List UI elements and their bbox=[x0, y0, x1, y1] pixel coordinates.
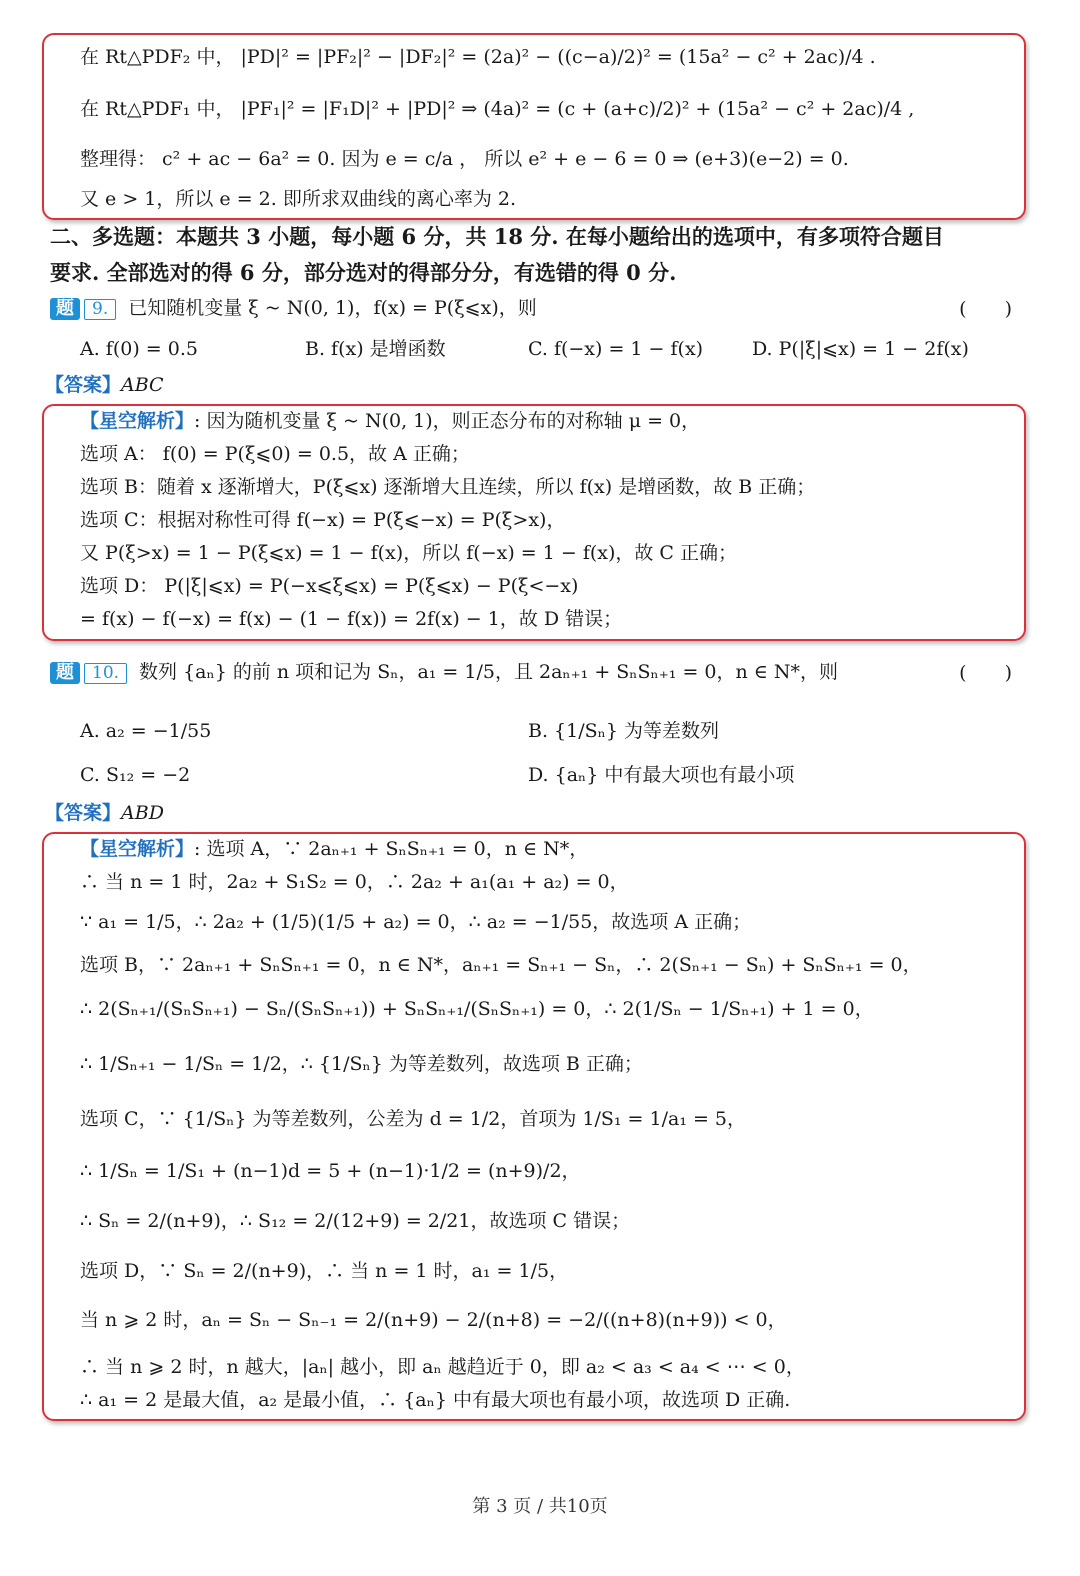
box2-line-1: 【星空解析】: 因为随机变量 ξ ~ N(0, 1)，则正态分布的对称轴 μ = 0， bbox=[80, 410, 701, 432]
answer-label: 【答案】 bbox=[45, 802, 122, 824]
section-heading-line-2: 要求. 全部选对的得 6 分，部分选对的得部分分，有选错的得 0 分. bbox=[50, 260, 677, 285]
box3-line-12: ∴ 当 n ⩾ 2 时，n 越大，|aₙ| 越小，即 aₙ 越趋近于 0，即 a₂ < a₃ < a₄ < ⋯ < 0， bbox=[80, 1356, 805, 1378]
option-a: A. a₂ = −1/55 bbox=[80, 720, 212, 742]
box1-line-2: 在 Rt△PDF₁ 中， |PF₁|² = |F₁D|² + |PD|² ⇒ (4a)² = (c + (a+c)/2)² + (15a² − c² + 2ac)/4 , bbox=[80, 98, 915, 120]
box2-line-4: 选项 C：根据对称性可得 f(−x) = P(ξ⩽−x) = P(ξ>x)， bbox=[80, 509, 566, 531]
question-tag: 题 bbox=[50, 298, 80, 320]
option-d: D. {aₙ} 中有最大项也有最小项 bbox=[528, 764, 795, 786]
question-text: 数列 {aₙ} 的前 n 项和记为 Sₙ，a₁ = 1/5，且 2aₙ₊₁ + SₙSₙ₊₁ = 0，n ∈ N*，则 bbox=[139, 661, 838, 683]
box1-line-3: 整理得： c² + ac − 6a² = 0. 因为 e = c/a ， 所以 e² + e − 6 = 0 ⇒ (e+3)(e−2) = 0. bbox=[80, 148, 849, 170]
option-c: C. f(−x) = 1 − f(x) bbox=[528, 338, 704, 360]
box2-line-3: 选项 B：随着 x 逐渐增大，P(ξ⩽x) 逐渐增大且连续，所以 f(x) 是增函数，故 B 正确； bbox=[80, 476, 816, 498]
option-a: A. f(0) = 0.5 bbox=[80, 338, 198, 360]
box3-line-9: ∴ Sₙ = 2/(n+9)，∴ S₁₂ = 2/(12+9) = 2/21，故选项 C 错误； bbox=[80, 1210, 631, 1232]
answer-value: ABD bbox=[121, 802, 164, 824]
question-number: 9. bbox=[84, 299, 116, 320]
option-b: B. f(x) 是增函数 bbox=[305, 338, 446, 360]
page-footer: 第 3 页 / 共10页 bbox=[472, 1496, 608, 1517]
answer-line bbox=[45, 804, 164, 823]
box3-line-5: ∴ 2(Sₙ₊₁/(SₙSₙ₊₁) − Sₙ/(SₙSₙ₊₁)) + SₙSₙ₊₁/(SₙSₙ₊₁) = 0，∴ 2(1/Sₙ − 1/Sₙ₊₁) + 1 = 0， bbox=[80, 998, 874, 1020]
question-text: 已知随机变量 ξ ~ N(0, 1)，f(x) = P(ξ⩽x)，则 bbox=[128, 297, 537, 319]
question-number: 10. bbox=[84, 663, 127, 684]
box1-line-1: 在 Rt△PDF₂ 中， |PD|² = |PF₂|² − |DF₂|² = (2a)² − ((c−a)/2)² = (15a² − c² + 2ac)/4 . bbox=[80, 46, 876, 68]
option-c: C. S₁₂ = −2 bbox=[80, 764, 191, 786]
answer-value: ABC bbox=[121, 374, 164, 396]
answer-label: 【答案】 bbox=[45, 374, 122, 396]
box3-line-13: ∴ a₁ = 2 是最大值，a₂ 是最小值，∴ {aₙ} 中有最大项也有最小项，故选项 D 正确. bbox=[80, 1389, 791, 1411]
box3-line-3: ∵ a₁ = 1/5，∴ 2a₂ + (1/5)(1/5 + a₂) = 0，∴ a₂ = −1/55，故选项 A 正确； bbox=[80, 911, 752, 933]
option-d: D. P(|ξ|⩽x) = 1 − 2f(x) bbox=[752, 338, 969, 360]
answer-parentheses: ( ) bbox=[959, 662, 1012, 684]
box2-line-7: = f(x) − f(−x) = f(x) − (1 − f(x)) = 2f(x) − 1，故 D 错误； bbox=[80, 608, 623, 630]
box3-line-11: 当 n ⩾ 2 时，aₙ = Sₙ − Sₙ₋₁ = 2/(n+9) − 2/(n+8) = −2/((n+8)(n+9)) < 0， bbox=[80, 1309, 787, 1331]
question-tag: 题 bbox=[50, 662, 80, 684]
box1-line-4: 又 e > 1，所以 e = 2. 即所求双曲线的离心率为 2. bbox=[80, 188, 516, 210]
question-9 bbox=[50, 298, 537, 320]
analysis-label: 【星空解析】 bbox=[80, 410, 195, 432]
box3-line-10: 选项 D，∵ Sₙ = 2/(n+9)，∴ 当 n = 1 时，a₁ = 1/5， bbox=[80, 1260, 569, 1282]
box2-line-6: 选项 D： P(|ξ|⩽x) = P(−x⩽ξ⩽x) = P(ξ⩽x) − P(ξ<−x) bbox=[80, 575, 579, 597]
analysis-label: 【星空解析】 bbox=[80, 838, 195, 860]
box3-line-2: ∴ 当 n = 1 时，2a₂ + S₁S₂ = 0，∴ 2a₂ + a₁(a₁ + a₂) = 0， bbox=[80, 871, 629, 893]
box3-line-6: ∴ 1/Sₙ₊₁ − 1/Sₙ = 1/2，∴ {1/Sₙ} 为等差数列，故选项 B 正确； bbox=[80, 1053, 643, 1075]
box2-line-2: 选项 A： f(0) = P(ξ⩽0) = 0.5，故 A 正确； bbox=[80, 443, 470, 465]
box3-line-8: ∴ 1/Sₙ = 1/S₁ + (n−1)d = 5 + (n−1)·1/2 = (n+9)/2， bbox=[80, 1160, 581, 1182]
box2-line-5: 又 P(ξ>x) = 1 − P(ξ⩽x) = 1 − f(x)，所以 f(−x) = 1 − f(x)，故 C 正确； bbox=[80, 542, 738, 564]
question-10 bbox=[50, 662, 838, 684]
section-heading-line-1: 二、多选题：本题共 3 小题，每小题 6 分，共 18 分. 在每小题给出的选项中，有多项符合题目 bbox=[50, 224, 944, 249]
box3-line-7: 选项 C，∵ {1/Sₙ} 为等差数列，公差为 d = 1/2，首项为 1/S₁ = 1/a₁ = 5， bbox=[80, 1108, 747, 1130]
answer-line bbox=[45, 376, 164, 395]
option-b: B. {1/Sₙ} 为等差数列 bbox=[528, 720, 719, 742]
box3-line-4: 选项 B，∵ 2aₙ₊₁ + SₙSₙ₊₁ = 0，n ∈ N*，aₙ₊₁ = Sₙ₊₁ − Sₙ，∴ 2(Sₙ₊₁ − Sₙ) + SₙSₙ₊₁ = 0， bbox=[80, 954, 922, 976]
answer-parentheses: ( ) bbox=[959, 298, 1012, 320]
box3-line-1: 【星空解析】: 选项 A，∵ 2aₙ₊₁ + SₙSₙ₊₁ = 0，n ∈ N*， bbox=[80, 838, 589, 860]
